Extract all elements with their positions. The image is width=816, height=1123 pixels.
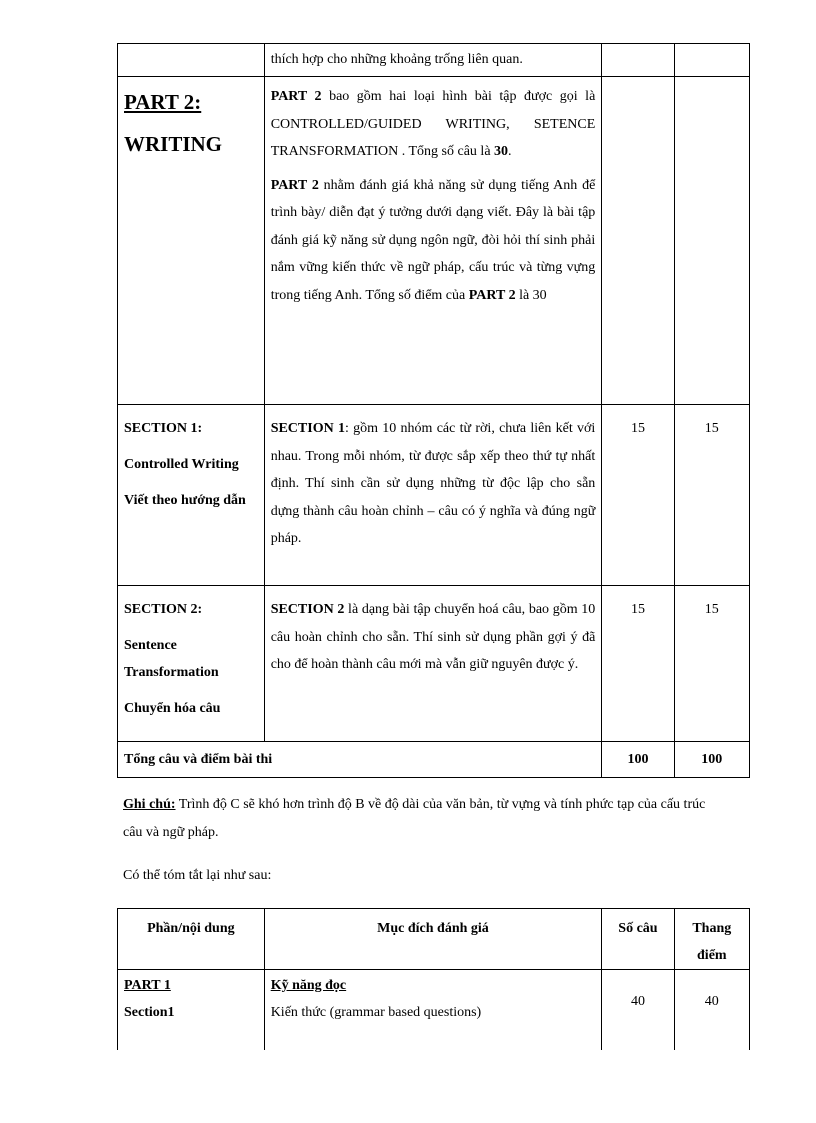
bold-number: 30 <box>494 144 509 159</box>
table-header-cell <box>264 909 602 970</box>
table-cell <box>602 77 674 405</box>
paragraph-text: bao gồm hai loại hình bài tập được gọi là CONTROLLED/GUIDED WRITING, SETENCE TRANSFORMATION . Tổng số câu là <box>270 89 596 159</box>
row0-text: thích hợp cho những khoảng trống liên quan. <box>270 52 523 67</box>
paragraph-text: là dạng bài tập chuyển hoá câu, bao gồm 10 câu hoàn chỉnh cho sẵn. Thí sinh sử dụng phần gợi ý đã cho để hoàn thành câu mới mà vẫn giữ nguyên được ý. <box>270 602 596 672</box>
row1-desc: Kiến thức (grammar based questions) <box>270 1005 482 1020</box>
table-row-part2 <box>118 77 750 405</box>
section2-label: SECTION 2: <box>124 602 203 617</box>
table-row-section1 <box>118 405 750 586</box>
table-row-section2 <box>118 586 750 742</box>
table-cell <box>674 77 749 405</box>
paragraph-text: : gồm 10 nhóm các từ rời, chưa liên kết với nhau. Trong mỗi nhóm, từ được sắp xếp theo thứ tự nhất định. Thí sinh cần sử dụng những từ độc lập cho sẵn dựng thành câu hoàn chỉnh – câu có ý nghĩa và đúng ngữ pháp. <box>270 421 596 546</box>
section1-name: Controlled Writing <box>124 457 239 472</box>
table-cell <box>118 970 265 1050</box>
table-header-cell <box>602 909 674 970</box>
note-text: Trình độ C sẽ khó hơn trình độ B về độ dài của văn bản, từ vựng và tính phức tạp của cấu trúc câu và ngữ pháp. <box>123 797 706 840</box>
table-row <box>118 44 750 77</box>
row1-part: PART 1 <box>124 978 171 993</box>
table-cell <box>674 586 749 742</box>
header-count: Số câu <box>618 921 658 936</box>
section2-description <box>265 586 602 679</box>
part2-subtitle: WRITING <box>124 132 223 156</box>
paragraph-text: nhằm đánh giá khả năng sử dụng tiếng Anh để trình bày/ diễn đạt ý tưởng dưới dạng viết. Đây là bài tập đánh giá kỹ năng sử dụng ngôn ngữ, đòi hỏi thí sinh phải nắm vững kiến thức về ngữ pháp, cấu trúc và từng vựng trong tiếng Anh. Tổng số điểm của <box>270 177 596 303</box>
table-cell <box>264 77 602 405</box>
section2-score: 15 <box>704 602 719 617</box>
note-paragraph <box>123 791 723 847</box>
table-cell <box>118 77 265 405</box>
row1-count: 40 <box>630 994 645 1009</box>
exam-structure-table <box>117 43 750 778</box>
section1-description <box>265 405 602 553</box>
paragraph-text: là 30 <box>515 287 547 303</box>
table-cell <box>674 405 749 586</box>
table-cell <box>118 586 265 742</box>
row1-skill: Kỹ năng đọc <box>270 978 347 993</box>
table-header-cell <box>674 909 749 970</box>
table-cell <box>602 586 674 742</box>
bold-text: SECTION 1 <box>270 421 345 436</box>
note-label: Ghi chú: <box>123 797 176 812</box>
table-cell <box>264 586 602 742</box>
table-cell <box>602 44 674 77</box>
header-purpose: Mục đích đánh giá <box>377 921 489 936</box>
bold-text: PART 2 <box>468 287 516 303</box>
table-row-total <box>118 742 750 778</box>
section1-vn-name: Viết theo hướng dẫn <box>124 493 246 508</box>
table-cell <box>264 970 602 1050</box>
section1-score: 15 <box>704 421 719 436</box>
table-cell <box>118 742 602 778</box>
section2-vn-name: Chuyển hóa câu <box>124 701 221 716</box>
table-cell <box>674 970 749 1050</box>
part2-paragraph-1 <box>271 83 596 166</box>
table-header-row <box>118 909 750 970</box>
section2-name: Sentence Transformation <box>124 638 219 680</box>
table-cell <box>674 44 749 77</box>
table-cell <box>602 405 674 586</box>
section1-count: 15 <box>630 421 645 436</box>
table-cell <box>118 405 265 586</box>
table-row <box>118 970 750 1050</box>
bold-text: SECTION 2 <box>270 602 345 617</box>
table-cell <box>602 970 674 1050</box>
bold-text: PART 2 <box>270 89 322 104</box>
part2-paragraph-2 <box>271 172 596 310</box>
table-header-cell <box>118 909 265 970</box>
table-cell <box>264 44 602 77</box>
table-cell <box>264 405 602 586</box>
header-part: Phần/nội dung <box>147 921 235 936</box>
total-label: Tổng câu và điểm bài thi <box>124 752 273 767</box>
section1-label: SECTION 1: <box>124 421 203 436</box>
table-cell <box>118 44 265 77</box>
table-cell <box>674 742 749 778</box>
table-cell <box>602 742 674 778</box>
summary-table <box>117 908 750 1050</box>
total-score: 100 <box>701 752 723 767</box>
section2-count: 15 <box>630 602 645 617</box>
summary-intro: Có thể tóm tắt lại như sau: <box>123 868 272 883</box>
part2-title: PART 2: <box>124 90 202 114</box>
bold-text: PART 2 <box>270 177 319 193</box>
total-count: 100 <box>627 752 649 767</box>
punctuation: . <box>508 144 512 159</box>
row1-score: 40 <box>704 994 719 1009</box>
header-score: Thang điểm <box>692 921 732 963</box>
row1-section: Section1 <box>124 1005 175 1020</box>
